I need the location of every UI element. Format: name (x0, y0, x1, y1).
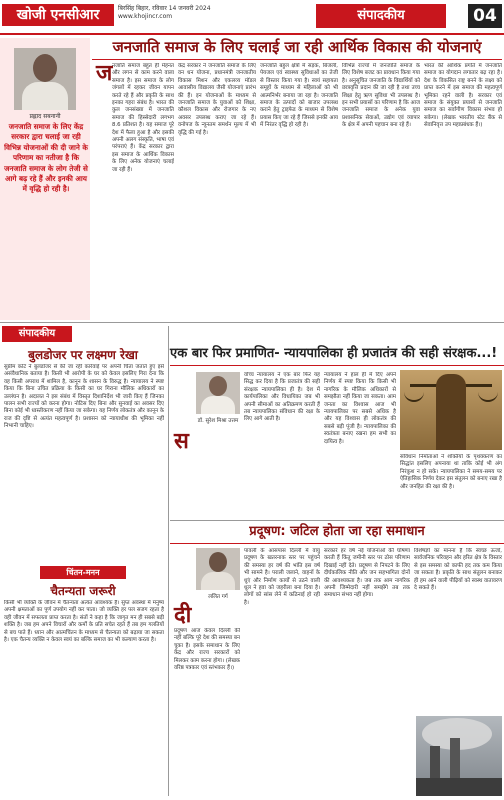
article1-divider (92, 59, 502, 60)
article1-column-5: भारत की आर्थिक प्रगति में जनजाति समाज का योगदान लगातार बढ़ रहा है। देश के विकसित राष्ट्र बनने के लक्ष्य को प्राप्त करने में इस समाज की महत्वपूर्ण भूमिका रहने वाली है। सरकार एवं समाज के संयुक्त प्रयासों से जनजाति समाज का सर्वांगीण विकास संभव हो सकेगा। (लेखक भारतीय स्टेट बैंक से सेवानिवृत्त उप महाप्रबंधक हैं।) (424, 63, 502, 129)
author-photo (14, 48, 76, 110)
column-divider (168, 326, 169, 796)
newspaper-logo: खोजी एनसीआर (2, 4, 114, 26)
article2-column-3: संविधान निर्माताओं ने शक्तियों के पृथक्करण का सिद्धांत इसलिए अपनाया था ताकि कोई भी अंग निरंकुश न हो सके। न्यायपालिका ने समय-समय पर ऐतिहासिक निर्णय देकर इस संतुलन को बनाए रखा है और जनहित की रक्षा की है। (400, 454, 502, 490)
editorial-text: सुप्रीम कोर्ट ने बुलडोजर से की जा रही कार्रवाई पर अपनी चिंता जताते हुए इसे असंवैधानिक बताया है। किसी भी आरोपी के घर को केवल इसलिए गिरा देना कि वह किसी अपराध में शामिल है, कानून के शासन के विरुद्ध है। न्यायालय ने स्पष्ट किया कि बिना उचित प्रक्रिया के किसी का घर गिराना मौलिक अधिकारों का उल्लंघन है। अदालत ने इस संबंध में विस्तृत दिशानिर्देश भी जारी किए हैं जिनका पालन सभी राज्यों को करना होगा। नोटिस दिए बिना और सुनवाई का अवसर दिए बिना कोई भी ध्वस्तीकरण नहीं किया जा सकेगा। यह निर्णय लोकतंत्र और कानून के राज की दृष्टि से अत्यंत महत्वपूर्ण है। प्रशासन को न्यायाधीश की भूमिका नहीं निभानी चाहिए। (4, 364, 164, 430)
article1-column-4: विभिन्न राज्यों में जनजाति समाज के लिए विशेष बजट का प्रावधान किया गया है। अनुसूचित जनजाति के विद्यार्थियों को छात्रवृत्ति प्रदान की जा रही है तथा उच्च शिक्षा हेतु ऋण सुविधा भी उपलब्ध है। इन सभी प्रयासों का परिणाम है कि आज जनजाति समाज के अनेक युवा प्रशासनिक सेवाओं, उद्योग एवं व्यापार के क्षेत्र में अपनी पहचान बना रहे हैं। (342, 63, 420, 129)
author-caption: प्रह्लाद सबनानी (29, 113, 61, 120)
header-divider (0, 33, 504, 35)
editorial-tag: संपादकीय (2, 326, 72, 342)
page-number: 04 (468, 4, 502, 28)
article1-column-2: केंद्र सरकार ने जनजाति समाज के लिए वन धन योजना, प्रधानमंत्री जनजातीय विकास मिशन और एकलव्य मॉडल आवासीय विद्यालय जैसी योजनाएं प्रारंभ की हैं। इन योजनाओं के माध्यम से जनजाति समाज के युवाओं को शिक्षा, कौशल विकास और रोजगार के नए अवसर उपलब्ध कराए जा रहे हैं। वनोपज के न्यूनतम समर्थन मूल्य में भी वृद्धि की गई है। (178, 63, 256, 136)
article3-column-2: सरकारें हर वर्ष नई योजनाओं की घोषणा करती हैं किंतु जमीनी स्तर पर ठोस परिणाम दिखाई नहीं देते। प्रदूषण से निपटने के लिए दीर्घकालिक नीति और जन सहभागिता दोनों की आवश्यकता है। जब तक आम नागरिक अपनी जिम्मेदारी नहीं समझेंगे तब तक समाधान संभव नहीं होगा। (324, 548, 410, 599)
section-title: संपादकीय (316, 4, 446, 28)
author3-caption: ललित गर्ग (208, 594, 228, 600)
article1-dropcap: ज (96, 61, 113, 86)
lady-justice-icon (400, 370, 502, 450)
article3-column-3: विशेषज्ञों का मानना है कि स्वच्छ ऊर्जा, सार्वजनिक परिवहन और हरित क्षेत्र के विस्तार से इस समस्या को काफी हद तक कम किया जा सकता है। प्रकृति के साथ संतुलन बनाकर ही हम आने वाली पीढ़ियों को स्वस्थ वातावरण दे सकते हैं। (414, 548, 502, 592)
article2-column-1: र्वोच्च न्यायालय ने एक बार फिर यह सिद्ध कर दिया है कि प्रजातंत्र की सही संरक्षक न्यायपालिका ही है। देश में कार्यपालिका और विधायिका जब भी अपनी सीमाओं का अतिक्रमण करती हैं तब न्यायपालिका संविधान की रक्षा के लिए आगे आती है। (244, 372, 320, 423)
article3-divider (170, 543, 504, 544)
section-divider (0, 322, 504, 323)
article2-column-2: न्यायालय ने हाल ही में दिए अपने निर्णय में स्पष्ट किया कि किसी भी नागरिक के मौलिक अधिकारों से समझौता नहीं किया जा सकता। आम जनता का विश्वास आज भी न्यायपालिका पर सबसे अधिक है और यह विश्वास ही लोकतंत्र की सबसे बड़ी पूंजी है। न्यायपालिका की स्वतंत्रता बनाए रखना हम सभी का दायित्व है। (324, 372, 396, 445)
author2-caption: डॉ. सुरेश मिश्रा उत्तम (197, 418, 239, 424)
chintan-tag: चिंतन-मनन (40, 566, 126, 579)
article3-column-4: प्रदूषण आज केवल दिल्ली की नहीं बल्कि पूरे देश की समस्या बन चुका है। इसके समाधान के लिए केंद्र और राज्य सरकारों को मिलकर काम करना होगा। (लेखक वरिष्ठ पत्रकार एवं स्तंभकार हैं।) (174, 628, 240, 672)
pull-quote: जनजाति समाज के लिए केंद्र सरकार द्वारा चलाई जा रही विभिन्न योजनाओं की दी जाने के परिणाम का नतीजा है कि जनजाति समाज के लोग तेजी से आगे बढ़ रहे हैं और इनकी आय में वृद्धि हो रही है। (4, 122, 88, 194)
author3-photo (196, 548, 240, 590)
editorial-headline: बुलडोजर पर लक्ष्मण रेखा (28, 348, 138, 362)
author2-photo (196, 372, 240, 414)
article3-column-1: पावली के आसपास दिल्ली में वायु प्रदूषण के खतरनाक स्तर पर पहुंचने की समस्या हर वर्ष की भांति इस वर्ष भी सामने है। पराली जलाने, वाहनों के धुएं और निर्माण कार्यों से उठने वाली धूल ने हवा को जहरीला बना दिया है। लोगों को सांस लेने में कठिनाई हो रही है। (244, 548, 320, 606)
factory-smoke-icon (416, 716, 502, 796)
article2-divider (170, 365, 504, 366)
chintan-text: किसी भी व्यक्ति के जीवन में चैतन्यता अत्यंत आवश्यक है। सुप्त अवस्था में मनुष्य अपनी क्षमताओं का पूर्ण उपयोग नहीं कर पाता। जो व्यक्ति हर पल सजग रहता है वही जीवन में सफलता प्राप्त करता है। संतों ने कहा है कि जागृत मन ही सबसे बड़ी शक्ति है। जब हम अपने विचारों और कर्मों के प्रति सचेत रहते हैं तब हम गलतियों से बच पाते हैं। ध्यान और आत्मचिंतन के माध्यम से चैतन्यता को बढ़ाया जा सकता है। एक चैतन्य व्यक्ति न केवल स्वयं का बल्कि समाज का भी कल्याण करता है। (4, 600, 164, 644)
issue-website: www.khojincr.com (118, 13, 173, 20)
article2-headline: एक बार फिर प्रमाणित- न्यायपालिका ही प्रजातंत्र की सही संरक्षक...! (170, 346, 498, 361)
article3-dropcap: दी (174, 603, 192, 628)
article1-column-1: नजाति समाज बहुत ही मेहनत और लगन से काम करने वाला समाज है। इस समाज के लोग जंगलों में रहकर जीवन यापन करते रहे हैं और प्रकृति के साथ इनका गहरा संबंध है। भारत की कुल जनसंख्या में जनजाति समाज की हिस्सेदारी लगभग 8.6 प्रतिशत है। यह समाज पूरे देश में फैला हुआ है और इसकी अपनी अलग संस्कृति, भाषा एवं परंपराएं हैं। केंद्र सरकार द्वारा इस समाज के आर्थिक विकास के लिए अनेक योजनाएं चलाई जा रही हैं। (112, 63, 174, 173)
article1-headline: जनजाति समाज के लिए चलाई जा रही आर्थिक विकास की योजनाएं (112, 38, 482, 56)
article3-headline: प्रदूषण: जटिल होता जा रहा समाधान (249, 524, 425, 539)
article2-dropcap: स (174, 429, 189, 454)
chintan-headline: चैतन्यता जरूरी (50, 584, 116, 598)
article1-column-3: जनजाति बहुल क्षेत्रों में सड़क, बिजली, पेयजल एवं स्वास्थ्य सुविधाओं का तेजी से विस्तार किया गया है। स्वयं सहायता समूहों के माध्यम से महिलाओं को भी आत्मनिर्भर बनाया जा रहा है। जनजाति समाज के उत्पादों को बाजार उपलब्ध कराने हेतु ट्राइफेड के माध्यम से विशेष प्रयास किए जा रहे हैं जिससे इनकी आय में निरंतर वृद्धि हो रही है। (260, 63, 338, 129)
issue-info (118, 5, 328, 21)
issue-date: बिरसिंह बिहार, रविवार 14 जनवरी 2024 (118, 5, 211, 12)
article3-top-divider (170, 520, 504, 521)
